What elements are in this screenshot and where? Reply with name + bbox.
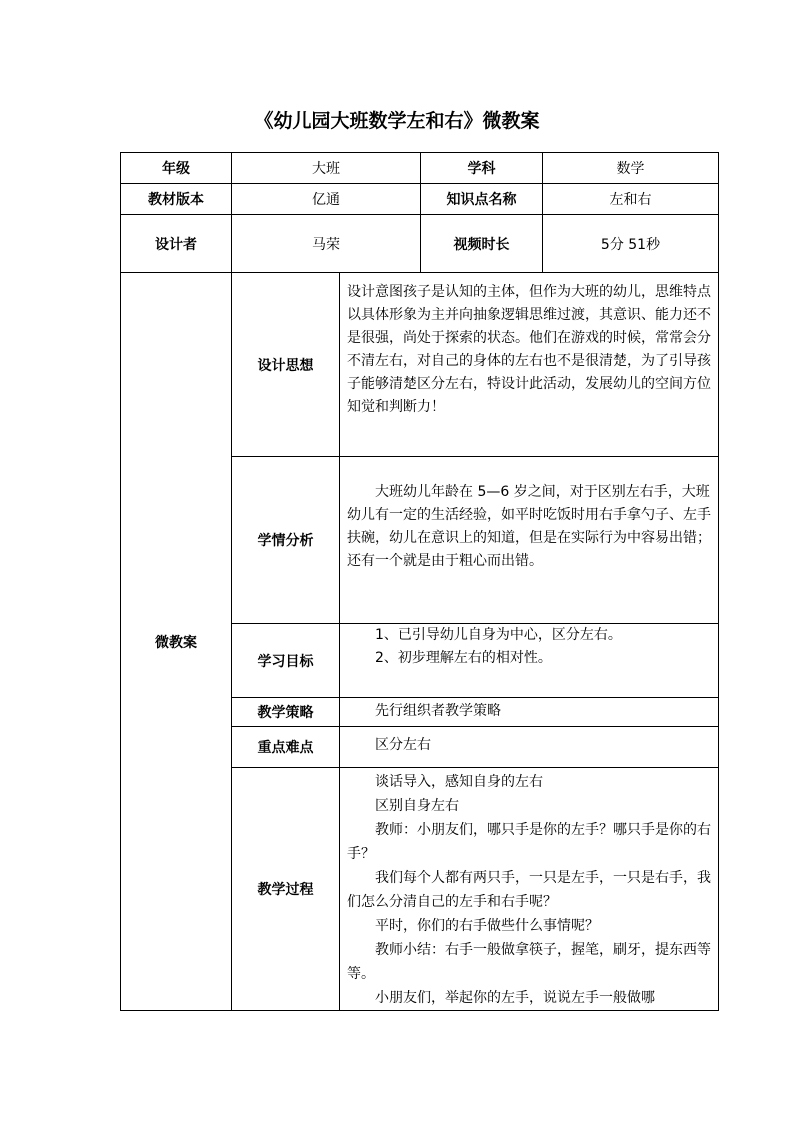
goal-item: 2、初步理解左右的相对性。 (375, 650, 552, 666)
micro-plan-label: 微教案 (121, 273, 232, 1011)
key-label: 重点难点 (232, 727, 340, 768)
edition-label: 教材版本 (121, 184, 232, 215)
lesson-plan-table (120, 152, 719, 1011)
designer-value: 马荣 (232, 215, 421, 273)
analysis-label: 学情分析 (232, 457, 340, 624)
design-label: 设计思想 (232, 273, 340, 457)
process-line: 我们每个人都有两只手，一只是左手，一只是右手，我们怎么分清自己的左手和右手呢？ (347, 870, 711, 910)
topic-label: 知识点名称 (421, 184, 543, 215)
process-text (340, 768, 719, 1011)
designer-label: 设计者 (121, 215, 232, 273)
design-text (340, 273, 719, 457)
goal-item: 1、已引导幼儿自身为中心，区分左右。 (375, 627, 622, 643)
analysis-text (340, 457, 719, 624)
edition-value: 亿通 (232, 184, 421, 215)
analysis-paragraph: 大班幼儿年龄在 5—6 岁之间，对于区别左右手，大班幼儿有一定的生活经验，如平时吃饭时用右手拿勺子、左手扶碗，幼儿在意识上的知道，但是在实际行为中容易出错；还有一个就是由于粗心而出错。 (347, 484, 711, 569)
grade-label: 年级 (121, 153, 232, 184)
key-paragraph: 区分左右 (375, 737, 431, 753)
strategy-text (340, 698, 719, 727)
goals-label: 学习目标 (232, 624, 340, 698)
process-line: 区别自身左右 (375, 798, 459, 814)
process-label: 教学过程 (232, 768, 340, 1011)
design-paragraph: 设计意图孩子是认知的主体，但作为大班的幼儿，思维特点以具体形象为主并向抽象逻辑思维过渡，其意识、能力还不是很强，尚处于探索的状态。他们在游戏的时候，常常会分不清左右，对自己的身体的左右也不是很清楚，为了引导孩子能够清楚区分左右，特设计此活动，发展幼儿的空间方位知觉和判断力！ (347, 284, 711, 415)
process-line: 小朋友们，举起你的左手，说说左手一般做哪 (375, 990, 655, 1006)
document-title: 《幼儿园大班数学左和右》微教案 (254, 110, 540, 132)
subject-value: 数学 (543, 153, 719, 184)
grade-value: 大班 (232, 153, 421, 184)
process-line: 教师：小朋友们，哪只手是你的左手？哪只手是你的右手？ (347, 822, 711, 862)
strategy-paragraph: 先行组织者教学策略 (375, 703, 501, 719)
process-line: 平时，你们的右手做些什么事情呢？ (375, 918, 599, 934)
topic-value: 左和右 (543, 184, 719, 215)
goals-text (340, 624, 719, 698)
process-line: 教师小结：右手一般做拿筷子，握笔，刷牙，提东西等等。 (347, 942, 711, 982)
duration-value: 5分 51秒 (543, 215, 719, 273)
key-text (340, 727, 719, 768)
subject-label: 学科 (421, 153, 543, 184)
strategy-label: 教学策略 (232, 698, 340, 727)
process-line: 谈话导入，感知自身的左右 (375, 774, 543, 790)
duration-label: 视频时长 (421, 215, 543, 273)
